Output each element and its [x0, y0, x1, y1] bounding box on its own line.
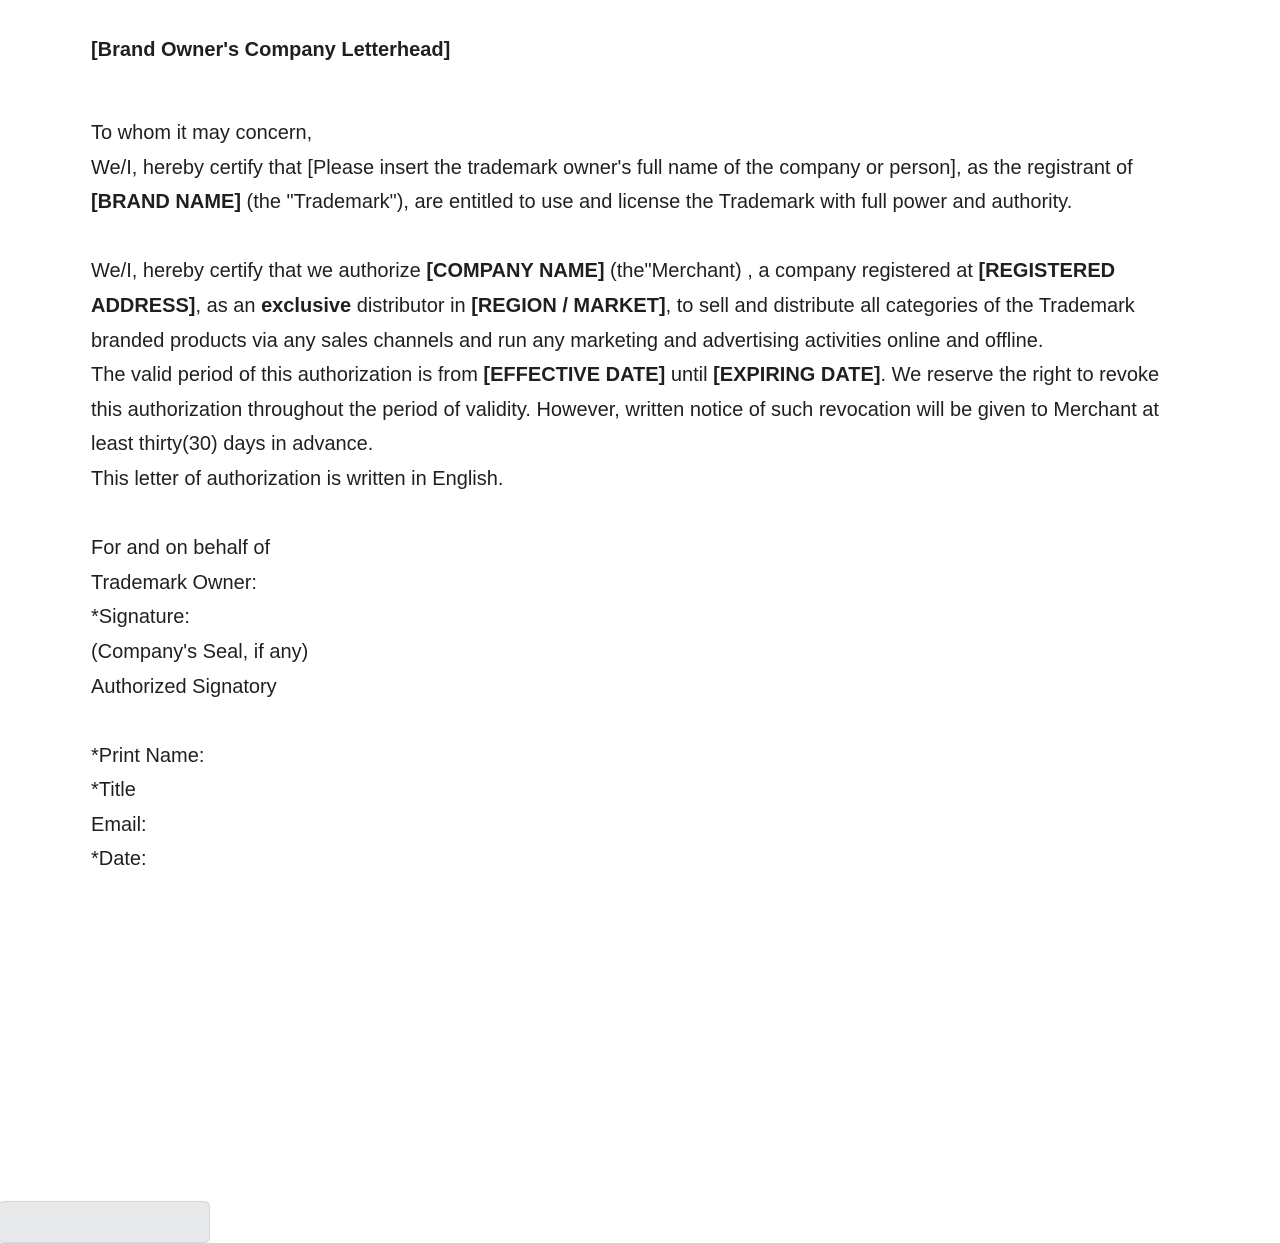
signature-line: For and on behalf of — [91, 537, 271, 560]
details-line: Email: — [91, 813, 147, 836]
company-name-placeholder: [COMPANY NAME] — [426, 260, 605, 283]
expiring-date-placeholder: [EXPIRING DATE] — [713, 364, 881, 387]
signatory-details-block — [91, 739, 1191, 877]
brand-name-placeholder: [BRAND NAME] — [91, 191, 241, 214]
details-line: *Date: — [91, 848, 147, 871]
signature-block — [91, 531, 1191, 704]
validity-period-paragraph: The valid period of this authorization is from [EFFECTIVE DATE] until [EXPIRING DATE]. We reserve the right to revoke this authorization throughout the period of validity. However, written notice of such revocation will be given to Merchant at least thirty(30) days in advance. — [91, 364, 1160, 456]
bottom-panel-tab[interactable] — [0, 1201, 210, 1243]
signature-line: Authorized Signatory — [91, 675, 277, 698]
authorization-paragraph: We/I, hereby certify that we authorize [COMPANY NAME] (the"Merchant) , a company registered at [REGISTERED ADDRESS], as an exclusive distributor in [REGION / MARKET], to sell and distribute all categories of the Trademark branded products via any sales channels and run any marketing and advertising activities online and offline. — [91, 260, 1135, 352]
letter-document — [91, 30, 1191, 877]
signature-line: *Signature: — [91, 606, 190, 629]
exclusive-term: exclusive — [261, 294, 352, 317]
signature-line: Trademark Owner: — [91, 571, 257, 594]
effective-date-placeholder: [EFFECTIVE DATE] — [483, 364, 666, 387]
details-line: *Title — [91, 779, 136, 802]
details-line: *Print Name: — [91, 744, 205, 767]
language-statement: This letter of authorization is written in English. — [91, 467, 504, 490]
trademark-certification-paragraph: We/I, hereby certify that [Please insert the trademark owner's full name of the company or person], as the registrant of [BRAND NAME] (the "Trademark"), are entitled to use and license the Trademark with full power and authority. — [91, 156, 1133, 214]
letterhead-placeholder: [Brand Owner's Company Letterhead] — [91, 39, 451, 61]
registered-address-placeholder: [REGISTERED ADDRESS] — [91, 260, 1116, 317]
salutation: To whom it may concern, — [91, 122, 313, 144]
region-market-placeholder: [REGION / MARKET] — [471, 294, 666, 317]
signature-line: (Company's Seal, if any) — [91, 640, 309, 663]
